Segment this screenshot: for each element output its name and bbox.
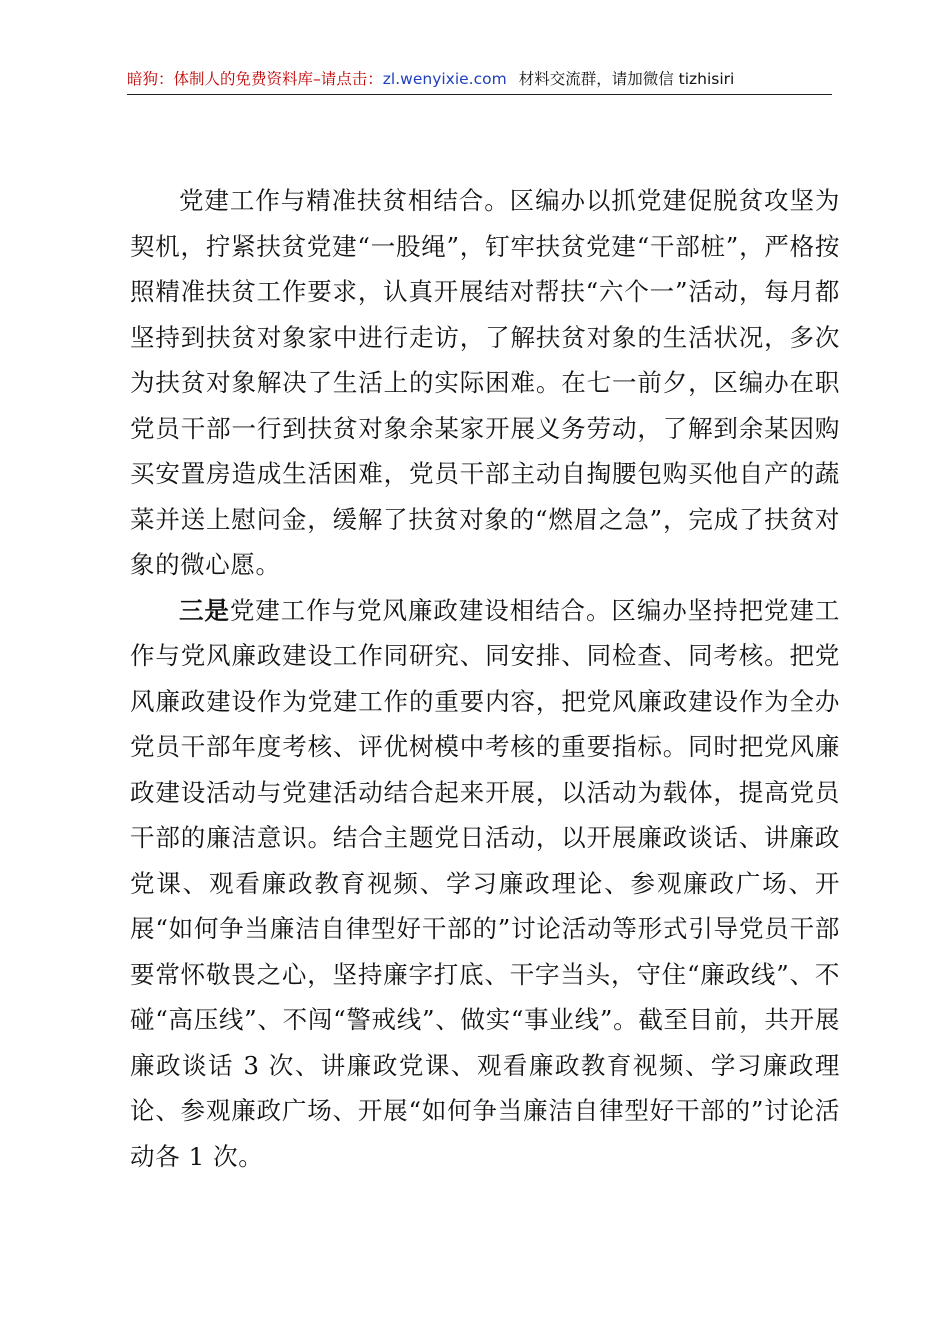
page-header (127, 68, 832, 95)
document-body (130, 178, 840, 1179)
paragraph-poverty-alleviation (130, 178, 840, 588)
paragraph-lead: 三是 (179, 595, 230, 625)
paragraph-text: 党建工作与精准扶贫相结合。区编办以抓党建促脱贫攻坚为契机，拧紧扶贫党建“一股绳”，钉牢扶贫党建“干部桩”，严格按照精准扶贫工作要求，认真开展结对帮扶“六个一”活动，每月都坚持到扶贫对象家中进行走访，了解扶贫对象的生活状况，多次为扶贫对象解决了生活上的实际困难。在七一前夕，区编办在职党员干部一行到扶贫对象余某家开展义务劳动，了解到余某因购买安置房造成生活困难，党员干部主动自掏腰包购买他自产的蔬菜并送上慰问金，缓解了扶贫对象的“燃眉之急”，完成了扶贫对象的微心愿。 (130, 186, 840, 579)
header-link[interactable]: zl.wenyixie.com (382, 70, 507, 88)
header-brand: 暗狗：体制人的免费资料库 (127, 70, 314, 88)
paragraph-clean-governance (130, 588, 840, 1180)
header-contact: 材料交流群，请加微信 tizhisiri (518, 70, 735, 88)
paragraph-text: 党建工作与党风廉政建设相结合。区编办坚持把党建工作与党风廉政建设工作同研究、同安排、同检查、同考核。把党风廉政建设作为党建工作的重要内容，把党风廉政建设作为全办党员干部年度考核、评优树模中考核的重要指标。同时把党风廉政建设活动与党建活动结合起来开展，以活动为载体，提高党员干部的廉洁意识。结合主题党日活动，以开展廉政谈话、讲廉政党课、观看廉政教育视频、学习廉政理论、参观廉政广场、开展“如何争当廉洁自律型好干部的”讨论活动等形式引导党员干部要常怀敬畏之心，坚持廉字打底、干字当头，守住“廉政线”、不碰“高压线”、不闯“警戒线”、做实“事业线”。截至目前，共开展廉政谈话 3 次、讲廉政党课、观看廉政教育视频、学习廉政理论、参观廉政广场、开展“如何争当廉洁自律型好干部的”讨论活动各 1 次。 (130, 595, 840, 1171)
header-prompt: –请点击： (313, 70, 383, 88)
